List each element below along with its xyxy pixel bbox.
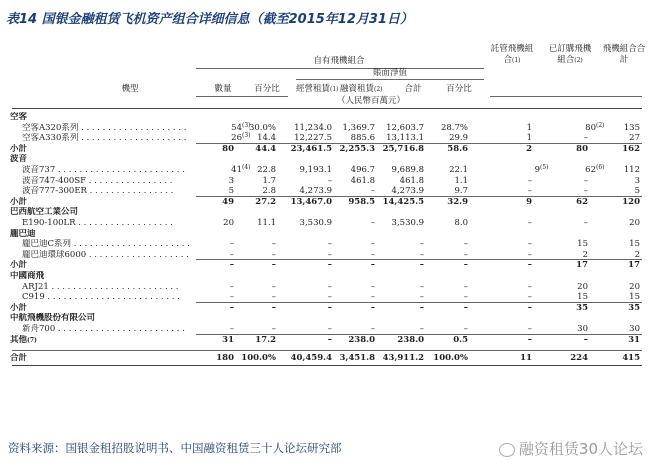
cell-total: 3 (634, 175, 640, 186)
cell-pct2: – (463, 302, 468, 313)
cell-sum: – (419, 302, 424, 313)
cell-note: (4) (242, 164, 251, 171)
cell-total: 27 (629, 133, 640, 144)
cell-trust: – (527, 281, 532, 292)
cell-fin: 2,255.3 (339, 143, 375, 154)
cell-fin: 885.6 (350, 133, 375, 144)
cell-pct2: – (463, 260, 468, 271)
cell-count: 31 (222, 334, 234, 345)
cell-pct2: – (463, 324, 468, 334)
row-label: 小計 (10, 143, 28, 154)
cell-fin: – (370, 186, 375, 197)
cell-fin: – (370, 324, 375, 334)
cell-fin: 238.0 (348, 334, 375, 345)
cell-order: 62 (576, 196, 588, 207)
cell-sum: 3,530.9 (391, 218, 424, 228)
header-fleet-total: 飛機組合合計 (602, 44, 646, 65)
cell-sum: – (419, 249, 424, 260)
cell-order: 224 (570, 353, 588, 364)
cell-total: 415 (622, 353, 640, 364)
cell-pct: – (271, 249, 276, 260)
cell-fin: – (370, 281, 375, 292)
cell-pct: 27.2 (255, 196, 276, 207)
cell-fin: 1,369.7 (342, 122, 375, 133)
row-label: 波音 (10, 154, 28, 165)
cell-pct2: 9.7 (454, 186, 468, 197)
cell-order: – (583, 186, 588, 197)
header-rule-right (490, 96, 642, 97)
cell-order: 15 (577, 239, 588, 250)
row-label: 合計 (10, 353, 28, 364)
cell-sum: – (419, 324, 424, 334)
cell-count: 20 (223, 218, 234, 228)
watermark-text: 融资租赁30人论坛 (518, 440, 643, 458)
cell-total: 20 (629, 281, 640, 292)
cell-total: 20 (629, 218, 640, 228)
cell-order: 2 (582, 249, 588, 260)
header-unit: （人民幣百萬元） (336, 96, 405, 106)
cell-pct: 44.4 (255, 143, 276, 154)
row-label: 中航飛機股份有限公司 (10, 313, 96, 324)
row-label-note: (7) (27, 336, 37, 344)
cell-count: 80 (222, 143, 234, 154)
cell-pct2: – (463, 281, 468, 292)
cell-op: 12,227.5 (294, 133, 332, 144)
cell-pct2: 1.1 (454, 175, 468, 186)
cell-sum: 238.0 (397, 334, 424, 345)
header-pct2: 百分比 (446, 84, 472, 94)
cell-pct: – (271, 324, 276, 334)
header-count: 數量 (214, 84, 232, 94)
cell-total: 112 (623, 165, 640, 175)
cell-pct: – (271, 239, 276, 250)
cell-fin: – (370, 302, 375, 313)
row-label: 龐巴迪環球6000 . . . . . . . . . . . . . . . . . . . (22, 249, 189, 260)
cell-total: 35 (628, 302, 640, 313)
cell-trust: – (527, 260, 532, 271)
cell-count: – (229, 239, 234, 250)
cell-total: 15 (629, 239, 640, 250)
cell-op: – (327, 302, 332, 313)
cell-trust: – (527, 249, 532, 260)
row-label: 波音747-400SF . . . . . . . . . . . . . . . . (22, 175, 173, 186)
header-op-note: (1) (330, 86, 339, 93)
cell-pct: 11.1 (257, 218, 276, 228)
header-rule-book (296, 79, 484, 80)
cell-order: 17 (576, 260, 588, 271)
cell-order: – (583, 175, 588, 186)
header-op-lease: 經營租賃(1) (296, 84, 339, 94)
cell-pct2: 29.9 (449, 133, 468, 144)
cell-fin: – (370, 249, 375, 260)
cell-count: 5 (228, 186, 234, 197)
cell-order: – (583, 334, 588, 345)
cell-pct2: 100.0% (433, 353, 468, 364)
cell-pct: – (271, 302, 276, 313)
row-label: ARJ21 . . . . . . . . . . . . . . . . . . . . . . . . (22, 281, 179, 292)
cell-sum: 25,716.8 (382, 143, 424, 154)
cell-op: – (327, 249, 332, 260)
cell-trust: – (527, 292, 532, 303)
cell-count: – (229, 302, 234, 313)
cell-count: – (229, 281, 234, 292)
cell-count: 3 (228, 175, 234, 186)
cell-fin: 496.7 (350, 165, 375, 175)
row-label: 波音737 . . . . . . . . . . . . . . . . . . . . . . . . (22, 165, 185, 175)
cell-pct: 17.2 (255, 334, 276, 345)
cell-note: (3) (242, 132, 251, 140)
cell-order: 80 (576, 143, 588, 154)
cell-sum: – (419, 281, 424, 292)
source-note: 资料来源：国银金租招股说明书、中国融资租赁三十人论坛研究部 (8, 441, 342, 455)
cell-trust: 1 (526, 122, 532, 133)
cell-pct2: – (463, 239, 468, 250)
row-label: 龐巴迪 (10, 228, 36, 239)
cell-op: 4,273.9 (299, 186, 332, 197)
cell-sum: – (419, 292, 424, 303)
cell-order: 62 (6) (585, 164, 605, 175)
cell-trust: – (527, 334, 532, 345)
cell-pct2: 58.6 (447, 143, 468, 154)
cell-order: – (583, 133, 588, 144)
cell-note: (6) (596, 164, 605, 171)
cell-fin: 3,451.8 (339, 353, 375, 364)
cell-trust: – (527, 324, 532, 334)
cell-order: 80 (2) (585, 121, 605, 133)
cell-trust: – (527, 239, 532, 250)
cell-fin: 461.8 (350, 175, 375, 186)
wechat-icon (499, 443, 515, 457)
header-trust-note: (1) (512, 57, 521, 64)
row-label: C919 . . . . . . . . . . . . . . . . . . . . . . . . . (22, 292, 180, 303)
row-label: 巴西航空工業公司 (10, 207, 79, 218)
row-label: 空客A320系列 . . . . . . . . . . . . . . . . . . . . (22, 122, 187, 133)
cell-pct: – (271, 281, 276, 292)
cell-pct: 2.8 (262, 186, 276, 197)
cell-total: 31 (628, 334, 640, 345)
row-label: 空客A330系列 . . . . . . . . . . . . . . . . . . . . (22, 133, 187, 144)
cell-count: 49 (222, 196, 234, 207)
cell-pct2: – (463, 292, 468, 303)
header-pct: 百分比 (254, 84, 280, 94)
header-fin-lease: 融資租賃(2) (340, 84, 383, 94)
cell-sum: – (419, 260, 424, 271)
cell-pct: 100.0% (241, 353, 276, 364)
cell-fin: – (370, 218, 375, 228)
cell-pct: 22.8 (257, 165, 276, 175)
subtotal-rule (196, 334, 642, 335)
header-trust-fleet: 託管飛機組合(1) (490, 44, 534, 65)
cell-op: – (327, 175, 332, 186)
cell-trust: – (527, 175, 532, 186)
header-rule-left (196, 96, 288, 97)
cell-pct: – (271, 292, 276, 303)
cell-order: – (583, 218, 588, 228)
cell-sum: 461.8 (399, 175, 424, 186)
pre-total-rule (12, 350, 642, 351)
subtotal-rule (196, 143, 642, 144)
cell-op: – (327, 260, 332, 271)
subtotal-rule (196, 302, 642, 303)
cell-total: 15 (629, 292, 640, 303)
cell-count: – (229, 260, 234, 271)
cell-total: 162 (622, 143, 640, 154)
cell-trust: – (527, 302, 532, 313)
cell-sum: 43,911.2 (382, 353, 424, 364)
cell-op: 13,467.0 (290, 196, 332, 207)
cell-pct2: 28.7% (440, 122, 468, 133)
header-bottom-rule (12, 108, 642, 109)
row-label: 波音777-300ER . . . . . . . . . . . . . . . . (22, 186, 174, 197)
watermark (499, 438, 643, 459)
cell-fin: – (370, 260, 375, 271)
cell-op: – (327, 239, 332, 250)
cell-total: 17 (628, 260, 640, 271)
cell-trust: – (527, 186, 532, 197)
cell-order: 15 (577, 292, 588, 303)
cell-pct: 14.4 (257, 133, 276, 144)
cell-trust: 9 (5) (534, 164, 549, 175)
cell-op: – (327, 281, 332, 292)
cell-op: 11,234.0 (294, 122, 332, 133)
header-sum: 合計 (404, 84, 422, 94)
cell-total: 2 (634, 249, 640, 260)
header-ordered-note: (2) (574, 57, 583, 64)
cell-trust: 2 (526, 143, 532, 154)
cell-fin: – (370, 292, 375, 303)
subtotal-rule (196, 196, 642, 197)
row-label: 中國商飛 (10, 271, 45, 281)
header-model: 機型 (121, 84, 139, 94)
cell-count: 41 (4) (231, 164, 251, 175)
cell-op: – (327, 334, 332, 345)
cell-op: 9,193.1 (299, 165, 332, 175)
cell-pct2: 0.5 (453, 334, 468, 345)
cell-op: – (327, 292, 332, 303)
cell-count: 26 (3) (231, 132, 251, 144)
row-label: 其他(7) (10, 334, 37, 345)
cell-sum: 12,603.7 (386, 122, 424, 133)
table-title: 表14 国银金融租赁飞机资产组合详细信息（截至2015年12月31日） (6, 12, 413, 27)
cell-pct2: 8.0 (454, 218, 468, 228)
cell-count: – (229, 249, 234, 260)
cell-count: – (229, 324, 234, 334)
cell-sum: 4,273.9 (391, 186, 424, 197)
cell-pct: 1.7 (262, 175, 276, 186)
row-label: E190-100LR . . . . . . . . . . . . . . . . . . (22, 218, 173, 228)
header-ordered-fleet: 已訂購飛機組合(2) (548, 44, 592, 65)
cell-note: (2) (596, 121, 605, 129)
cell-trust: 1 (526, 133, 532, 144)
header-fin-note: (2) (374, 86, 383, 93)
cell-pct2: 32.9 (447, 196, 468, 207)
subtotal-rule (196, 259, 642, 260)
cell-order: 20 (577, 281, 588, 292)
cell-total: 120 (622, 196, 640, 207)
cell-order: 30 (577, 324, 588, 334)
cell-op: 3,530.9 (299, 218, 332, 228)
cell-sum: – (419, 239, 424, 250)
cell-total: 5 (634, 186, 640, 197)
row-label: 小計 (10, 196, 28, 207)
cell-sum: 13,113.1 (386, 133, 424, 144)
cell-count: – (229, 292, 234, 303)
grand-total-rule (12, 365, 642, 366)
row-label: 新舟700 . . . . . . . . . . . . . . . . . . . . . . . . (22, 324, 185, 334)
cell-trust: – (527, 218, 532, 228)
cell-pct2: 22.1 (449, 165, 468, 175)
cell-note: (5) (540, 164, 549, 171)
cell-trust: 9 (526, 196, 532, 207)
cell-count: 54 (3) (231, 121, 251, 133)
cell-fin: – (370, 239, 375, 250)
cell-total: 30 (629, 324, 640, 334)
cell-pct: 30.0% (248, 122, 276, 133)
cell-op: – (327, 324, 332, 334)
row-label: 小計 (10, 302, 28, 313)
cell-pct: – (271, 260, 276, 271)
cell-pct2: – (463, 249, 468, 260)
cell-sum: 14,425.5 (382, 196, 424, 207)
cell-note: (3) (242, 121, 251, 129)
header-rule-owned (196, 68, 484, 69)
cell-fin: 958.5 (348, 196, 375, 207)
cell-op: 40,459.4 (290, 353, 332, 364)
cell-count: 180 (216, 353, 234, 364)
header-owned-fleet: 自有飛機組合 (313, 56, 365, 66)
row-label: 小計 (10, 260, 28, 271)
cell-order: 35 (576, 302, 588, 313)
cell-sum: 9,689.8 (391, 165, 424, 175)
header-book-value: 賬面淨值 (372, 68, 407, 78)
cell-trust: 11 (520, 353, 532, 364)
cell-total: 135 (623, 122, 640, 133)
cell-op: 23,461.5 (290, 143, 332, 154)
row-label: 龐巴迪C系列 . . . . . . . . . . . . . . . . . . . . . . (22, 239, 190, 250)
row-label: 空客 (10, 112, 28, 122)
